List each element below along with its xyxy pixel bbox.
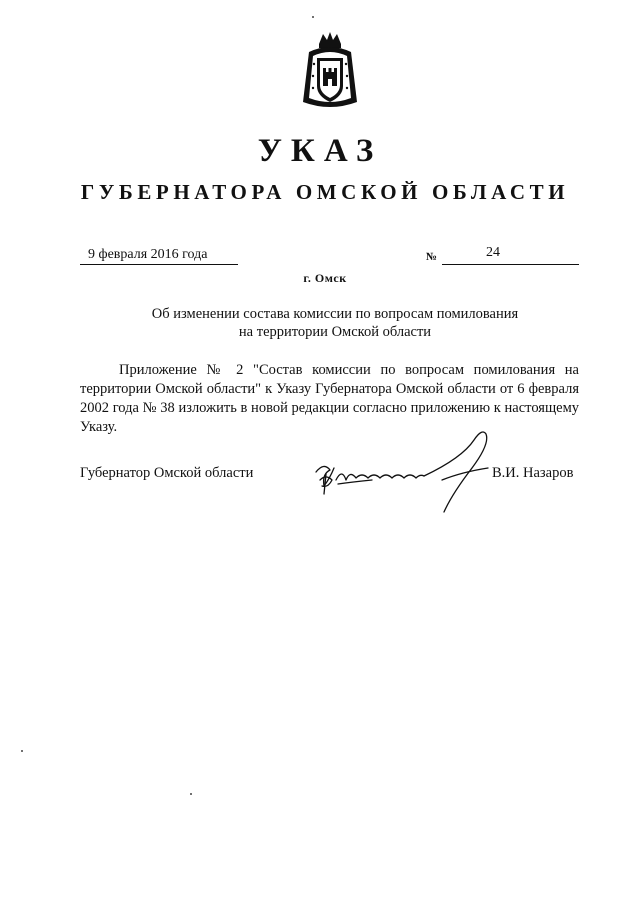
decree-heading — [0, 305, 640, 341]
decree-number-value: 24 — [486, 245, 500, 260]
signer-name: В.И. Назаров — [492, 465, 574, 481]
decree-title: УКАЗ — [257, 133, 383, 169]
decree-date-value: 9 февраля 2016 года — [88, 247, 208, 262]
coat-of-arms-icon — [299, 30, 361, 114]
scan-speck — [312, 16, 314, 18]
city-name: г. Омск — [303, 271, 347, 285]
decree-heading-line-2: на территории Омской области — [238, 324, 432, 340]
scan-speck — [190, 793, 192, 795]
decree-date — [80, 246, 238, 265]
number-label: № — [426, 251, 438, 263]
scan-speck — [21, 750, 23, 752]
signer-role: Губернатор Омской области — [80, 465, 254, 481]
decree-heading-line-1: Об изменении состава комиссии по вопросам помилования — [151, 306, 519, 322]
decree-body: Приложение № 2 "Состав комиссии по вопросам помилования на территории Омской области" к Указу Губернатора Омской области от 6 февраля 2002 года № 38 изложить в новой редакции согласно приложению к настоящему Указу. — [80, 362, 579, 435]
decree-issuer: ГУБЕРНАТОРА ОМСКОЙ ОБЛАСТИ — [80, 180, 570, 204]
signature-icon — [312, 428, 497, 520]
decree-number — [442, 246, 579, 265]
